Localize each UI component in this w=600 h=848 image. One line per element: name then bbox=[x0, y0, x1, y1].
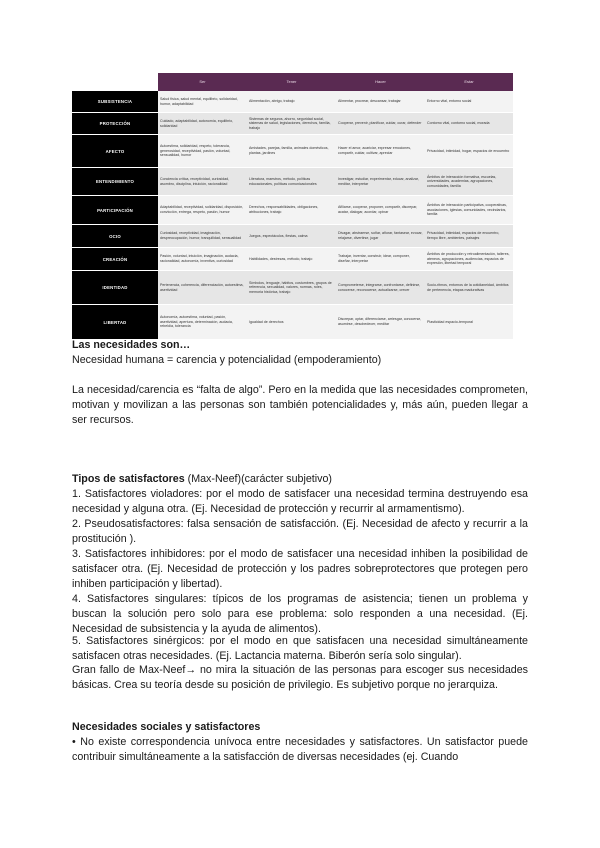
list-item: 2. Pseudosatisfactores: falsa sensación de satisfacción. (Ej. Necesidad de afecto y recurrir a la prostitución ). bbox=[72, 518, 528, 545]
table-cell bbox=[336, 135, 425, 168]
table-cell-text: Curiosidad, receptividad, imaginación, despreocupación, humor, tranquilidad, sensualidad bbox=[160, 231, 242, 240]
table-cell bbox=[336, 271, 425, 305]
table-cell bbox=[336, 168, 425, 196]
section-title-satisfactores-bold: Tipos de satisfactores bbox=[72, 473, 185, 485]
table-cell bbox=[247, 113, 336, 135]
table-cell-text: Privacidad, intimidad, hogar, espacios de encuentro bbox=[427, 148, 510, 153]
table-cell bbox=[425, 135, 513, 168]
table-cell bbox=[158, 305, 247, 340]
section-title-satisfactores bbox=[72, 472, 528, 487]
table-cell bbox=[247, 91, 336, 113]
table-cell-text: Cuidado, adaptabilidad, autonomía, equilibrio, solidaridad bbox=[160, 118, 234, 128]
table-cell-text: Trabajar, inventar, construir, idear, componer, diseñar, interpretar bbox=[338, 254, 410, 263]
table-cell-text: Hacer el amor, acariciar, expresar emociones, compartir, cuidar, cultivar, apreciar bbox=[338, 146, 412, 155]
table-cell-text: Entorno vital, entorno social bbox=[427, 99, 472, 104]
table-cell bbox=[247, 168, 336, 196]
critique-paragraph: Gran fallo de Max-Neef→ no mira la situación de las personas para escoger sus necesidades básicas. Crea su teoría desde su posición de privilegio. Es subjetivo porque no jerarquiza. bbox=[72, 664, 528, 691]
table-row-label: SUBSISTENCIA bbox=[72, 91, 158, 112]
table-cell bbox=[158, 225, 247, 248]
table-cell-text: Afiliarse, cooperar, proponer, compartir, discrepar, acatar, dialogar, acordar, opinar bbox=[338, 205, 418, 214]
table-cell-text: Símbolos, lenguaje, hábitos, costumbres, grupos de referencia, sexualidad, valores, normas, roles, memoria histórica, trabajo bbox=[249, 280, 332, 294]
table-cell bbox=[158, 168, 247, 196]
table-cell-text: Adaptabilidad, receptividad, solidaridad, disposición, convicción, entrega, respeto, pasión, humor bbox=[160, 205, 244, 214]
table-row-label: PARTICIPACIÓN bbox=[72, 196, 158, 224]
table-cell bbox=[158, 113, 247, 135]
table-cell bbox=[158, 196, 247, 225]
table-header-tener: Tener bbox=[247, 73, 336, 91]
section-title-satisfactores-suffix: (Max-Neef)(carácter subjetivo) bbox=[184, 473, 332, 485]
table-cell bbox=[247, 305, 336, 340]
table-cell bbox=[336, 113, 425, 135]
table-cell-text: Amistades, parejas, familia, animales domésticos, plantas, jardines bbox=[249, 146, 329, 155]
table-cell bbox=[158, 271, 247, 305]
table-cell bbox=[247, 271, 336, 305]
table-row-label: IDENTIDAD bbox=[72, 271, 158, 304]
list-item: 3. Satisfactores inhibidores: por el modo de satisfacer una necesidad inhiben la posibilidad de satisfacer otra. (Ej. Necesidad de protección y los padres sobreprotectores que protegen pero inhiben participación y libertad). bbox=[72, 548, 528, 590]
list-item: 5. Satisfactores sinérgicos: por el modo en que satisfacen una necesidad simultáneamente satisfacen otras necesidades. (Ej. Lactancia materna. Biberón sería solo singular). bbox=[72, 635, 528, 662]
table-cell bbox=[425, 196, 513, 225]
table-cell-text: Socio-ritmos, entornos de la cotidianeidad, ámbitos de pertenencia, etapas madurativas bbox=[427, 282, 509, 292]
table-cell-text: Divagar, abstraerse, soñar, añorar, fantasear, evocar, relajarse, divertirse, jugar bbox=[338, 231, 423, 240]
table-cell bbox=[336, 91, 425, 113]
table-header-hacer: Hacer bbox=[336, 73, 425, 91]
paragraph-correspondencia: • No existe correspondencia unívoca entre necesidades y satisfactores. Un satisfactor puede contribuir simultáneamente a la satisfacción de diversas necesidades (ej. Cuando bbox=[72, 736, 528, 763]
table-cell-text: Pasión, voluntad, intuición, imaginación, audacia, racionalidad, autonomía, inventiva, curiosidad bbox=[160, 254, 239, 263]
table-cell-text: Sistemas de seguros, ahorro, seguridad social, sistemas de salud, legislaciones, derechos, familia, trabajo bbox=[249, 116, 331, 130]
table-cell-text: Discrepar, optar, diferenciarse, arriesgar, conocerse, asumirse, desobedecer, meditar bbox=[338, 317, 422, 326]
max-neef-needs-table bbox=[72, 73, 513, 345]
table-row-label: CREACIÓN bbox=[72, 248, 158, 270]
table-row-label: LIBERTAD bbox=[72, 305, 158, 339]
table-cell bbox=[425, 168, 513, 196]
table-cell-text: Literatura, maestros, método, políticas educacionales, políticas comunicacionales bbox=[249, 176, 317, 186]
table-cell bbox=[425, 113, 513, 135]
table-cell-text: Comprometerse, integrarse, confrontarse, definirse, conocerse, reconocerse, actualizarse, crecer bbox=[338, 282, 421, 292]
table-cell-text: Igualdad de derechos bbox=[249, 319, 284, 324]
table-cell bbox=[336, 305, 425, 340]
table-cell-text: Conciencia crítica, receptividad, curiosidad, asombro, disciplina, intuición, racionalidad bbox=[160, 176, 230, 186]
table-header-estar: Estar bbox=[425, 73, 513, 91]
table-cell bbox=[425, 225, 513, 248]
table-cell bbox=[425, 248, 513, 271]
table-cell bbox=[247, 225, 336, 248]
table-cell bbox=[336, 225, 425, 248]
table-row-label: ENTENDIMIENTO bbox=[72, 168, 158, 195]
table-cell bbox=[425, 271, 513, 305]
table-cell-text: Autonomía, autoestima, voluntad, pasión, asertividad, apertura, determinación, audacia, rebeldía, tolerancia bbox=[160, 315, 233, 329]
table-cell bbox=[336, 196, 425, 225]
table-cell-text: Derechos, responsabilidades, obligaciones, atribuciones, trabajo bbox=[249, 205, 319, 214]
table-cell-text: Ámbitos de interacción formativa, escuelas, universidades, academias, agrupaciones, comunidades, familia bbox=[427, 174, 497, 188]
definition-line: Necesidad humana = carencia y potencialidad (empoderamiento) bbox=[72, 354, 382, 366]
table-cell-text: Cooperar, prevenir, planificar, cuidar, curar, defender bbox=[338, 121, 422, 126]
table-cell-text: Plasticidad espacio-temporal bbox=[427, 319, 473, 324]
list-item: 1. Satisfactores violadores: por el modo de satisfacer una necesidad termina destruyendo esa necesidad y alguna otra. (Ej. Necesidad de protección y recurrir al armamentismo). bbox=[72, 488, 528, 515]
table-row-label: AFECTO bbox=[72, 135, 158, 167]
table-cell-text: Ámbitos de producción y retroalimentación, talleres, ateneos, agrupaciones, audiencias, espacios de expresión, libertad temporal bbox=[427, 252, 510, 266]
table-cell bbox=[158, 248, 247, 271]
table-cell-text: Juegos, espectáculos, fiestas, calma bbox=[249, 233, 308, 238]
section-title-necesidades-sociales: Necesidades sociales y satisfactores bbox=[72, 721, 261, 733]
paragraph-carencia: La necesidad/carencia es “falta de algo”. Pero en la medida que las necesidades comprometen, motivan y movilizan a las personas son también potencialidades y, más aún, pueden llegar a ser recursos. bbox=[72, 384, 528, 426]
table-cell bbox=[425, 305, 513, 340]
table-cell-text: Autoestima, solidaridad, respeto, tolerancia, generosidad, receptividad, pasión, voluntad, sensualidad, humor bbox=[160, 144, 231, 158]
table-cell-text: Investigar, estudiar, experimentar, educar, analizar, meditar, interpretar bbox=[338, 176, 419, 186]
table-cell bbox=[158, 135, 247, 168]
table-cell bbox=[247, 135, 336, 168]
table-cell-text: Pertenencia, coherencia, diferenciación, autoestima, asertividad bbox=[160, 282, 244, 292]
table-cell bbox=[247, 248, 336, 271]
table-cell-text: Ámbitos de interacción participativa, cooperativas, asociaciones, iglesias, comunidades, vecindarios, familia bbox=[427, 203, 507, 217]
table-cell-text: Habilidades, destrezas, método, trabajo bbox=[249, 256, 313, 261]
table-row-label: OCIO bbox=[72, 225, 158, 247]
table-cell bbox=[425, 91, 513, 113]
table-cell-text: Privacidad, intimidad, espacios de encuentro, tiempo libre, ambientes, paisajes bbox=[427, 231, 500, 240]
section-title-necesidades: Las necesidades son… bbox=[72, 339, 191, 351]
table-cell bbox=[158, 91, 247, 113]
table-cell bbox=[336, 248, 425, 271]
table-cell-text: Contorno vital, contorno social, morada bbox=[427, 121, 490, 126]
table-cell-text: Alimentar, procrear, descansar, trabajar bbox=[338, 99, 401, 104]
table-header-ser: Ser bbox=[158, 73, 247, 91]
table-cell bbox=[247, 196, 336, 225]
table-cell-text: Alimentación, abrigo, trabajo bbox=[249, 99, 295, 104]
table-row-label: PROTECCIÓN bbox=[72, 113, 158, 134]
list-item: 4. Satisfactores singulares: típicos de los programas de asistencia; tienen un problema y buscan la solución pero solo para ese problema: solo responden a una necesidad. (Ej. Necesidad de subsistencia y la ayuda de alimentos). bbox=[72, 593, 528, 635]
table-cell-text: Salud física, salud mental, equilibrio, solidaridad, humor, adaptabilidad bbox=[160, 96, 238, 106]
